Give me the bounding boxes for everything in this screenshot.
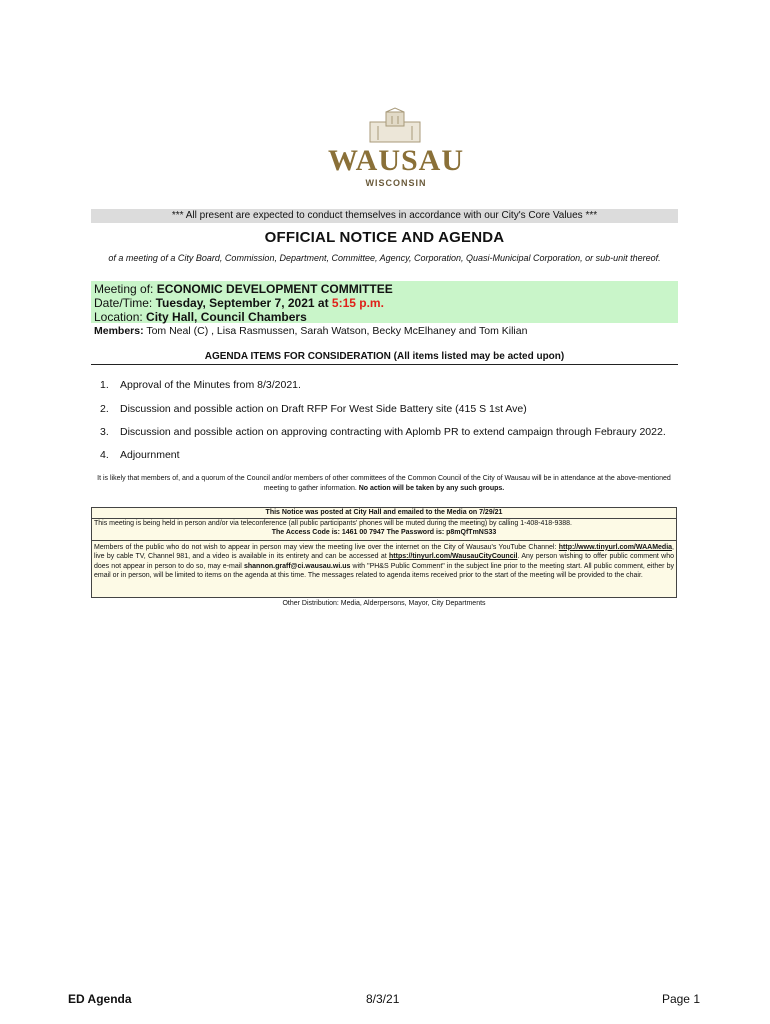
meeting-of-label: Meeting of: bbox=[94, 282, 154, 296]
public-text: Members of the public who do not wish to appear in person may view the meeting live over the internet on the City of Wausau's YouTube Channel: bbox=[94, 543, 557, 551]
quorum-text: It is likely that members of, and a quorum of the Council and/or members of other committees of the Common Council of the City of Wausau will be in attendance at the above-mentioned meeting to gather information. bbox=[97, 475, 671, 492]
time-value: 5:15 p.m. bbox=[331, 296, 384, 310]
comment-email-link[interactable]: shannon.graff@ci.wausau.wi.us bbox=[243, 562, 351, 570]
meeting-datetime bbox=[94, 296, 384, 310]
hybrid-notice: This meeting is being held in person and/or via teleconference (all public participants' phones will be muted during the meeting) by calling 1-408-418-9388. bbox=[94, 519, 573, 527]
wausau-logo bbox=[327, 108, 465, 192]
page-title: OFFICIAL NOTICE AND AGENDA bbox=[264, 229, 505, 246]
quorum-bold: No action will be taken by any such groups. bbox=[358, 485, 505, 492]
location-value: City Hall, Council Chambers bbox=[146, 310, 307, 324]
public-viewing-notice bbox=[92, 541, 676, 581]
agenda-item-text: Approval of the Minutes from 8/3/2021. bbox=[120, 379, 301, 391]
location-label: Location: bbox=[94, 310, 143, 324]
core-values-banner: *** All present are expected to conduct themselves in accordance with our City's Core Values *** bbox=[91, 209, 678, 223]
agenda-item bbox=[100, 426, 666, 438]
logo-word: WAUSAU bbox=[327, 144, 465, 177]
youtube-link[interactable]: http://www.tinyurl.com/WAAMedia bbox=[558, 543, 673, 551]
city-hall-icon bbox=[370, 108, 420, 142]
posted-notice: This Notice was posted at City Hall and emailed to the Media on 7/29/21 bbox=[92, 508, 676, 519]
datetime-label: Date/Time: bbox=[94, 296, 153, 310]
agenda-item-text: Adjournment bbox=[120, 449, 180, 461]
agenda-item-number: 3. bbox=[100, 426, 109, 438]
public-text: with "PH&S Public Comment" in the subject line prior to the meeting start. All public comment, either by email or in person, will be limited to items on the agenda at this time. The messages related to agenda items received prior to the start of the meeting will be provided to the chair. bbox=[94, 562, 674, 579]
members-value: Tom Neal (C) , Lisa Rasmussen, Sarah Watson, Becky McElhaney and Tom Kilian bbox=[146, 325, 528, 337]
footer-title: ED Agenda bbox=[68, 992, 132, 1006]
agenda-item-text: Discussion and possible action on Draft RFP For West Side Battery site (415 S 1st Ave) bbox=[120, 403, 527, 415]
notice-box bbox=[91, 507, 677, 598]
logo-sub: WISCONSIN bbox=[365, 178, 427, 188]
public-text: . Any person wishing to offer public comment who does not appear in person to do so, may e-mail bbox=[94, 553, 675, 570]
other-distribution: Other Distribution: Media, Alderpersons, Mayor, City Departments bbox=[282, 600, 486, 607]
subtitle: of a meeting of a City Board, Commission, Department, Committee, Agency, Corporation, Quasi-Municipal Corporation, or sub-unit thereof. bbox=[108, 253, 661, 263]
agenda-item-number: 4. bbox=[100, 449, 109, 461]
quorum-notice bbox=[95, 474, 673, 494]
meeting-location bbox=[94, 310, 307, 324]
meeting-of bbox=[94, 282, 393, 296]
agenda-header: AGENDA ITEMS FOR CONSIDERATION (All items listed may be acted upon) bbox=[91, 350, 678, 365]
agenda-item-number: 2. bbox=[100, 403, 109, 415]
footer-page-number: Page 1 bbox=[661, 992, 700, 1006]
meeting-of-value: ECONOMIC DEVELOPMENT COMMITTEE bbox=[156, 282, 393, 296]
members-line bbox=[94, 325, 527, 337]
agenda-item-number: 1. bbox=[100, 379, 109, 391]
agenda-item bbox=[100, 403, 527, 415]
agenda-item-text: Discussion and possible action on approving contracting with Aplomb PR to extend campaign through Febraury 2022. bbox=[120, 426, 666, 438]
date-value: Tuesday, September 7, 2021 at bbox=[155, 296, 329, 310]
agenda-item bbox=[100, 449, 180, 461]
council-video-link[interactable]: https://tinyurl.com/WausauCityCouncil bbox=[389, 553, 518, 560]
access-code: The Access Code is: 1461 00 7947 The Password is: p8mQfTmNS33 bbox=[92, 528, 676, 541]
members-label: Members: bbox=[94, 325, 144, 337]
public-text: , live by cable TV, Channel 981, and a video is available in its entirety and can be accessed at bbox=[94, 543, 674, 560]
footer-date: 8/3/21 bbox=[366, 992, 400, 1006]
agenda-item bbox=[100, 379, 301, 391]
